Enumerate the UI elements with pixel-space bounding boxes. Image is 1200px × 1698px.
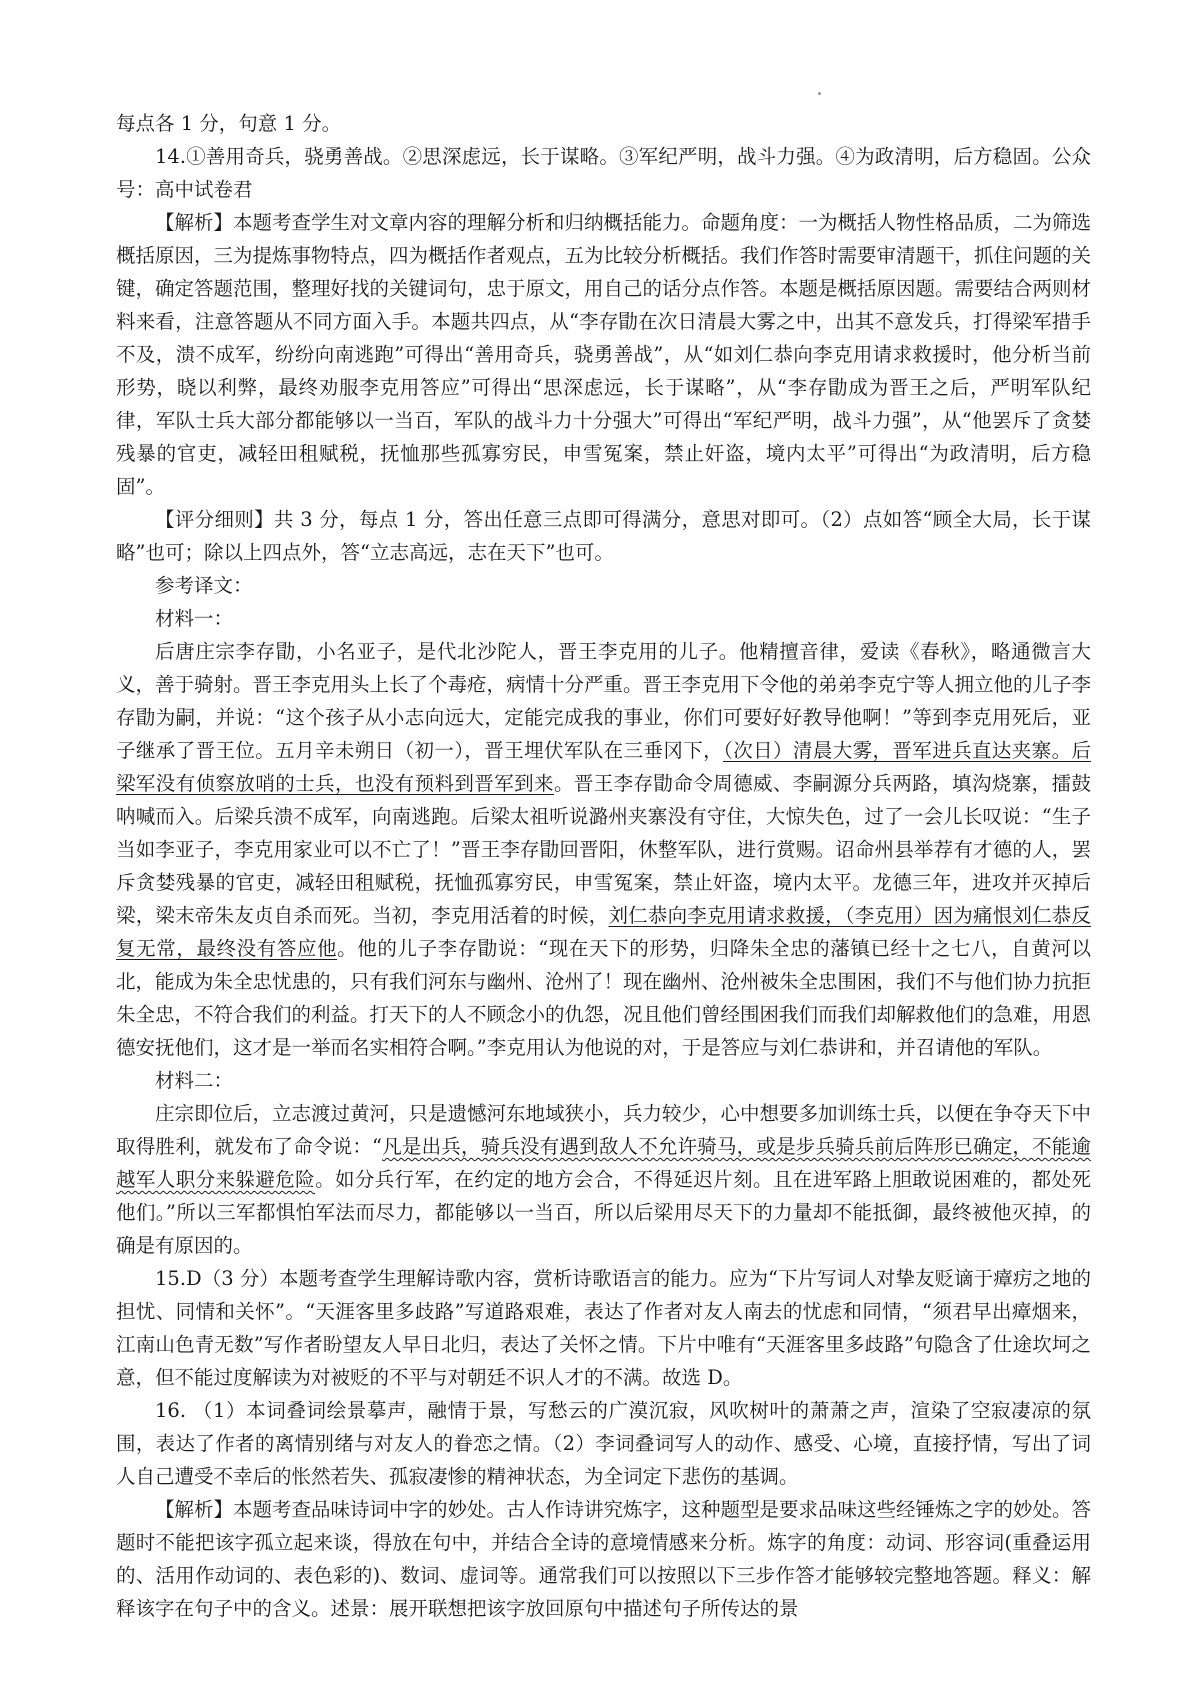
material-one-part-a: 后唐庄宗李存勖，小名亚子，是代北沙陀人，晋王李克用的儿子。他精擅音律，爱读《春秋》，略通微言大义，善于骑射。晋王李克用头上长了个毒疮，病情十分严重。晋王李克用下令他的弟弟李克宁等人拥立他的儿子李存勖为嗣，并说：“这个孩子从小志向远大，定能完成我的事业，你们可要好好教导他啊！”等到李克用死后，亚子继承了晋王位。五月辛未朔日（初一），晋王埋伏军队在三垂冈下， — [116, 640, 1092, 762]
answer-14: 14.①善用奇兵，骁勇善战。②思深虑远，长于谋略。③军纪严明，战斗力强。④为政清明，后方稳固。公众号：高中试卷君 — [116, 145, 1091, 201]
material-two-text — [116, 1097, 1091, 1262]
answer-15: 15.D（3 分）本题考查学生理解诗歌内容，赏析诗歌语言的能力。应为“下片写词人对挚友贬谪于瘴疠之地的担忧、同情和关怀”。“天涯客里多歧路”写道路艰难，表达了作者对友人南去的忧虑和同情，“须君早出瘴烟来，江南山色青无数”写作者盼望友人早日北归，表达了关怀之情。下片中唯有“天涯客里多歧路”句隐含了仕途坎坷之意，但不能过度解读为对被贬的不平与对朝廷不识人才的不满。故选 D。 — [116, 1267, 1091, 1389]
underlined-sentence-1: （次日）清晨大雾，晋军进兵直达夹寨。后梁军没有侦察放哨的士兵，也没有预料到晋军到来 — [116, 739, 1091, 795]
scoring-rules-14: 【评分细则】共 3 分，每点 1 分，答出任意三点即可得满分，意思对即可。（2）点如答“顾全大局，长于谋略”也可；除以上四点外，答“立志高远，志在天下”也可。 — [116, 508, 1091, 564]
material-one-part-c: 。晋王李存勖命令周德威、李嗣源分兵两路，填沟烧寨，擂鼓呐喊而入。后梁兵溃不成军，向南逃跑。后梁太祖听说潞州夹寨没有守住，大惊失色，过了一会儿长叹说：“生子当如李亚子，李克用家业可以不亡了！”晋王李存勖回晋阳，休整军队，进行赏赐。诏命州县举荐有才德的人，罢斥贪婪残暴的官吏，减轻田租赋税，抚恤孤寡穷民，申雪冤案，禁止奸盗，境内太平。龙德三年，进攻并灭掉后梁，梁末帝朱友贞自杀而死。当初，李克用活着的时候， — [116, 772, 1091, 927]
wavy-underlined-sentence: 凡是出兵，骑兵没有遇到敌人不允许骑马，或是步兵骑兵前后阵形已确定，不能逾越军人职分来躲避危险 — [116, 1135, 1091, 1191]
material-one-heading: 材料一： — [155, 607, 234, 630]
material-two-heading: 材料二： — [155, 1069, 234, 1092]
underlined-sentence-2: 刘仁恭向李克用请求救援，（李克用）因为痛恨刘仁恭反复无常，最终没有答应他 — [116, 904, 1091, 960]
analysis-14: 【解析】本题考查学生对文章内容的理解分析和归纳概括能力。命题角度：一为概括人物性格品质，二为筛选概括原因，三为提炼事物特点，四为概括作者观点，五为比较分析概括。我们作答时需要审清题干，抓住问题的关键，确定答题范围，整理好找的关键词句，忠于原文，用自己的话分点作答。本题是概括原因题。需要结合两则材料来看，注意答题从不同方面入手。本题共四点，从“李存勖在次日清晨大雾之中，出其不意发兵，打得梁军措手不及，溃不成军，纷纷向南逃跑”可得出“善用奇兵，骁勇善战”，从“如刘仁恭向李克用请求救援时，他分析当前形势，晓以利弊，最终劝服李克用答应”可得出“思深虑远，长于谋略”，从“李存勖成为晋王之后，严明军队纪律，军队士兵大部分都能够以一当百，军队的战斗力十分强大”可得出“军纪严明，战斗力强”，从“他罢斥了贪婪残暴的官吏，减轻田租赋税，抚恤那些孤寡穷民，申雪冤案，禁止奸盗，境内太平”可得出“为政清明，后方稳固”。 — [116, 211, 1092, 498]
document-body — [116, 107, 1091, 1625]
analysis-16: 【解析】本题考查品味诗词中字的妙处。古人作诗讲究炼字，这种题型是要求品味这些经锤炼之字的妙处。答题时不能把该字孤立起来谈，得放在句中，并结合全诗的意境情感来分析。炼字的角度：动词、形容词(重叠运用的、活用作动词的、表色彩的)、数词、虚词等。通常我们可以按照以下三步作答才能够较完整地答题。释义：解释该字在句子中的含义。述景：展开联想把该字放回原句中描述句子所传达的景 — [116, 1498, 1092, 1620]
scoring-note: 每点各 1 分，句意 1 分。 — [116, 112, 342, 135]
translation-heading: 参考译文： — [155, 574, 253, 597]
material-two-part-c: 。如分兵行军，在约定的地方会合，不得延迟片刻。且在进军路上胆敢说困难的，都处死他们。”所以三军都惧怕军法而尽力，都能够以一当百，所以后梁用尽天下的力量却不能抵御，最终被他灭掉，的确是有原因的。 — [116, 1168, 1091, 1257]
answer-16: 16. （1）本词叠词绘景摹声，融情于景，写愁云的广漠沉寂，风吹树叶的萧萧之声，渲染了空寂凄凉的氛围，表达了作者的离情别绪与对友人的眷恋之情。（2）李词叠词写人的动作、感受、心境，直接抒情，写出了词人自己遭受不幸后的怅然若失、孤寂凄惨的精神状态，为全词定下悲伤的基调。 — [116, 1399, 1091, 1488]
scan-speck — [818, 92, 821, 95]
material-one-text — [116, 635, 1091, 1064]
material-one-part-e: 。他的儿子李存勖说：“现在天下的形势，归降朱全忠的藩镇已经十之七八，自黄河以北，能成为朱全忠忧患的，只有我们河东与幽州、沧州了！现在幽州、沧州被朱全忠围困，我们不与他们协力抗拒朱全忠，不符合我们的利益。打天下的人不顾念小的仇怨，况且他们曾经围困我们而我们却解救他们的急难，用恩德安抚他们，这才是一举而名实相符合啊。”李克用认为他说的对，于是答应与刘仁恭讲和，并召请他的军队。 — [116, 937, 1092, 1059]
material-two-part-a: 庄宗即位后，立志渡过黄河，只是遗憾河东地域狭小，兵力较少，心中想要多加训练士兵，以便在争夺天下中取得胜利，就发布了命令说：“ — [116, 1102, 1092, 1158]
